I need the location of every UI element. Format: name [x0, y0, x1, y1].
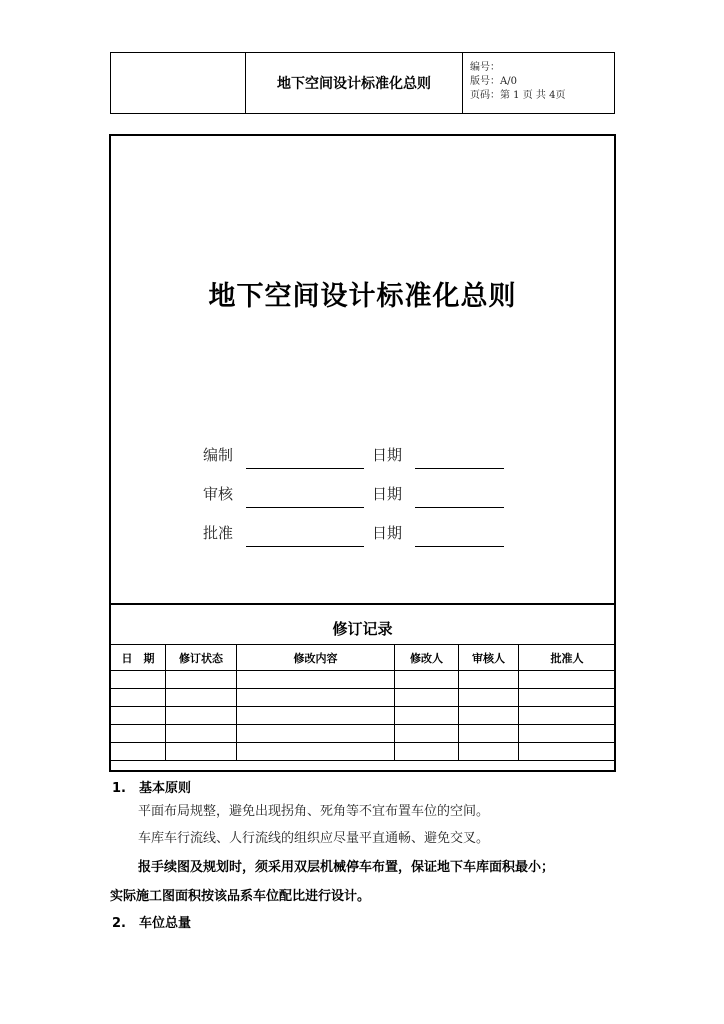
- signature-date-line-1: [415, 468, 504, 469]
- col-reviewer: 审核人: [459, 645, 519, 671]
- col-content: 修改内容: [237, 645, 395, 671]
- table-row: [111, 707, 616, 725]
- signature-line-2: [246, 507, 364, 508]
- signature-date-label-3: 日期: [372, 524, 403, 542]
- paragraph-1: 平面布局规整，避免出现拐角、死角等不宜布置车位的空间。: [138, 804, 490, 819]
- table-row: [111, 725, 616, 743]
- signature-line-3: [246, 546, 364, 547]
- section-2-heading: 2. 车位总量: [112, 916, 191, 931]
- signature-role-3: 批准: [203, 524, 234, 542]
- document-header: [110, 52, 615, 114]
- table-row: [111, 743, 616, 761]
- signature-line-1: [246, 468, 364, 469]
- header-version: 版号：A/0: [470, 76, 517, 87]
- col-approver: 批准人: [519, 645, 616, 671]
- header-title: 地下空间设计标准化总则: [246, 53, 463, 113]
- signature-date-line-3: [415, 546, 504, 547]
- signature-date-label-1: 日期: [372, 446, 403, 464]
- revision-separator: [111, 603, 614, 605]
- header-logo-cell: [111, 53, 246, 113]
- signature-role-2: 审核: [203, 485, 234, 503]
- col-date: 日 期: [111, 645, 166, 671]
- paragraph-3-line-2: 实际施工图面积按该品系车位配比进行设计。: [110, 889, 371, 904]
- revision-header-row: [111, 645, 616, 671]
- paragraph-2: 车库车行流线、人行流线的组织应尽量平直通畅、避免交叉。: [138, 831, 490, 846]
- signature-role-1: 编制: [203, 446, 234, 464]
- table-row: [111, 671, 616, 689]
- cover-page-box: [109, 134, 616, 772]
- signature-date-label-2: 日期: [372, 485, 403, 503]
- section-1-heading: 1. 基本原则: [112, 781, 191, 796]
- paragraph-3-line-1: 报手续图及规划时，须采用双层机械停车布置，保证地下车库面积最小；: [138, 860, 555, 875]
- header-page: 页码：第 1 页 共 4页: [470, 90, 566, 101]
- signature-date-line-2: [415, 507, 504, 508]
- header-meta: [463, 53, 614, 113]
- revision-table: [110, 644, 616, 761]
- header-code: 编号：: [470, 62, 500, 73]
- col-modifier: 修改人: [395, 645, 459, 671]
- table-row: [111, 689, 616, 707]
- revision-title: 修订记录: [332, 620, 393, 638]
- cover-title: 地下空间设计标准化总则: [208, 281, 517, 312]
- col-status: 修订状态: [166, 645, 237, 671]
